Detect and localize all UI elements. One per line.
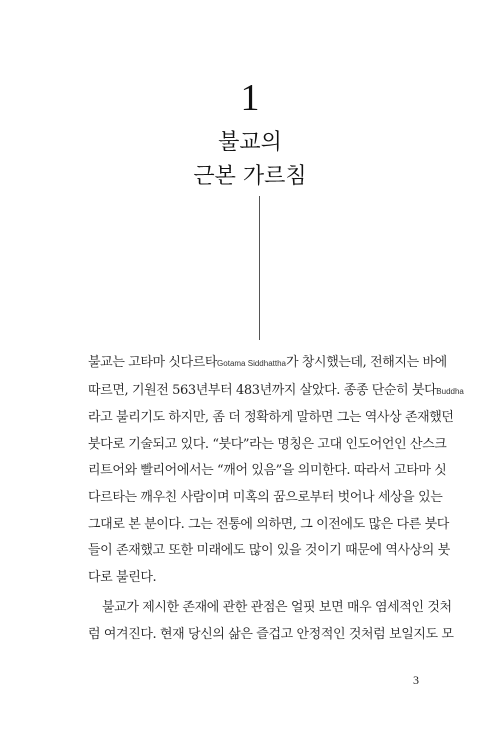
text-line: 그대로 본 분이다. 그는 전통에 의하면, 그 이전에도 많은 다른 붓다 <box>88 516 449 532</box>
text-segment: 따르면, 기원전 563년부터 483년까지 살았다. 종종 단순히 붓다 <box>88 382 437 398</box>
text-line: 다로 불린다. <box>88 569 157 585</box>
gloss-buddha: Buddha <box>436 386 464 396</box>
chapter-title <box>0 126 500 194</box>
text-line: 붓다로 기술되고 있다. “붓다”라는 명칭은 고대 인도어언인 산스크 <box>88 436 447 452</box>
body-text <box>88 350 464 649</box>
chapter-title-line-2: 근본 가르침 <box>193 164 307 189</box>
chapter-title-line-1: 불교의 <box>218 130 282 155</box>
text-segment: 가 창시했는데, 전해지는 바에 <box>285 355 447 370</box>
text-line: 불교가 제시한 존재에 관한 관점은 얼핏 보면 매우 염세적인 것처 <box>102 600 452 616</box>
vertical-divider <box>259 196 260 340</box>
gloss-gotama-siddhattha: Gotama Siddhattha <box>217 359 286 368</box>
text-segment: 불교는 고타마 싯다르타 <box>88 355 218 370</box>
text-line: 리트어와 빨리어에서는 “깨어 있음”을 의미한다. 따라서 고타마 싯 <box>88 463 447 479</box>
text-line <box>88 378 464 406</box>
text-line: 들이 존재했고 또한 미래에도 많이 있을 것이기 때문에 역사상의 붓 <box>88 543 450 559</box>
text-line: 라고 불리기도 하지만, 좀 더 정확하게 말하면 그는 역사상 존재했던 <box>88 410 454 426</box>
text-line <box>88 350 447 378</box>
text-line: 럼 여겨진다. 현재 당신의 삶은 즐겁고 안정적인 것처럼 보일지도 모 <box>88 626 454 642</box>
page-number: 3 <box>413 673 419 687</box>
chapter-number: 1 <box>240 77 260 119</box>
text-line: 다르타는 깨우친 사람이며 미혹의 꿈으로부터 벗어나 세상을 있는 <box>88 489 443 505</box>
